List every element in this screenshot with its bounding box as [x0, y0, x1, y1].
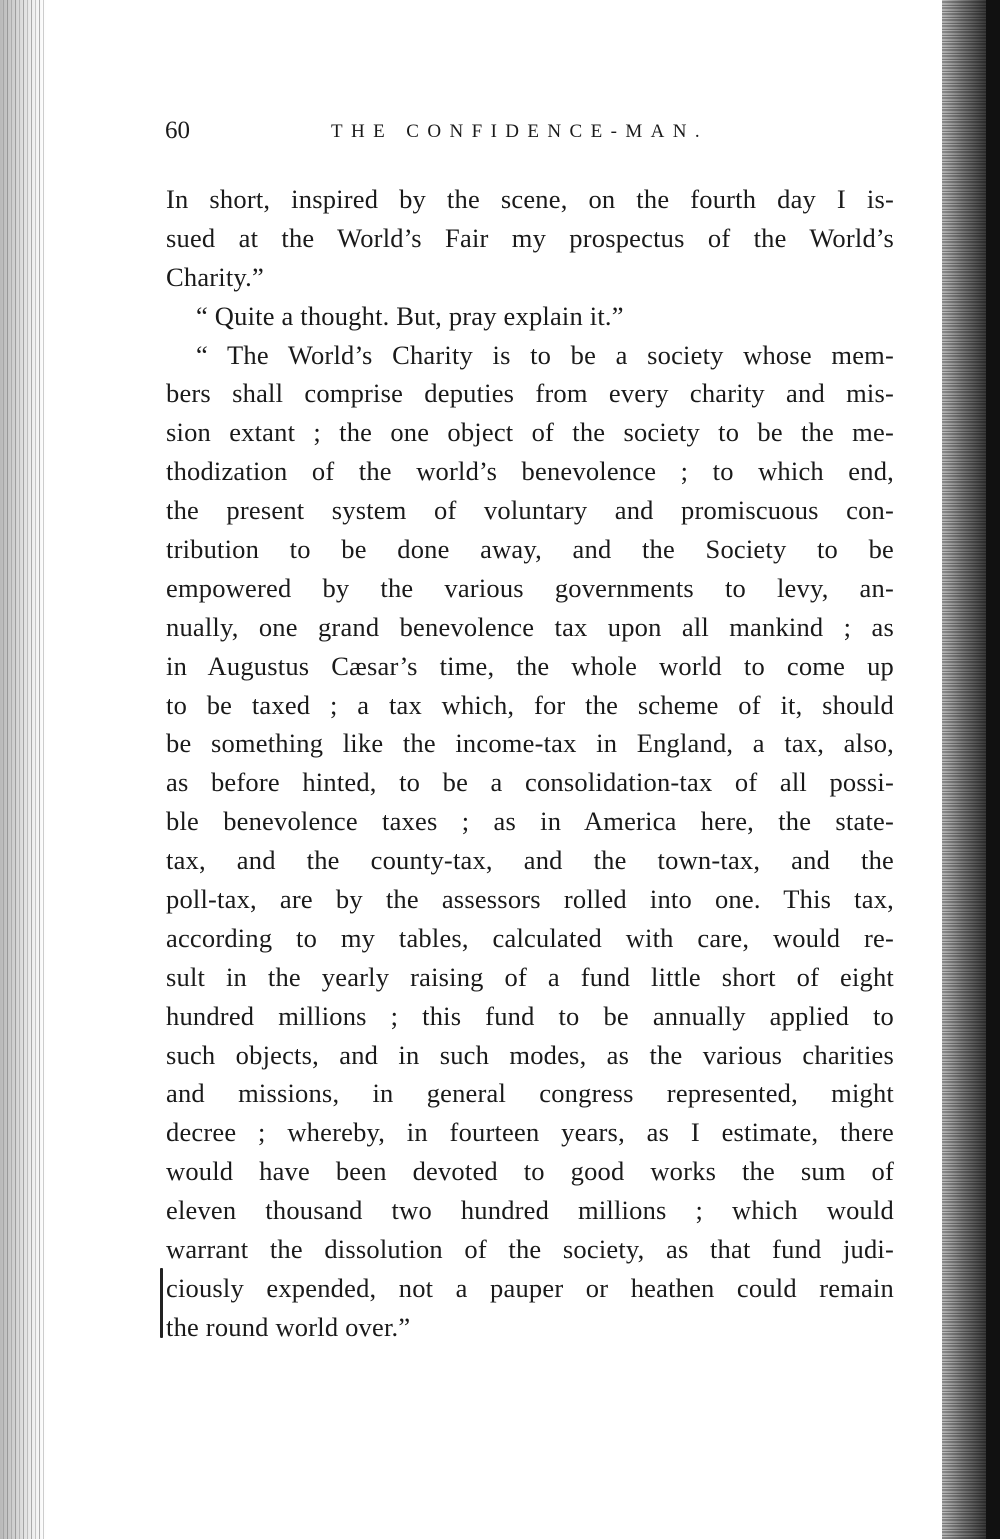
page-header — [165, 116, 895, 146]
text-line: ciously expended, not a pauper or heathen could remain — [166, 1272, 894, 1303]
page-edge-right-dark — [986, 0, 1000, 1539]
text-line: Charity.” — [166, 261, 264, 292]
text-line: eleven thousand two hundred millions ; which would — [166, 1195, 894, 1226]
text-line: as before hinted, to be a consolidation-tax of all possi- — [166, 767, 894, 798]
text-line: “ The World’s Charity is to be a society whose mem- — [196, 339, 894, 370]
text-line: would have been devoted to good works the sum of — [166, 1156, 894, 1187]
text-line: ble benevolence taxes ; as in America here, the state- — [166, 806, 894, 837]
text-line: to be taxed ; a tax which, for the scheme of it, should — [166, 689, 894, 720]
margin-pencil-mark — [160, 1268, 163, 1338]
text-line: in Augustus Cæsar’s time, the whole world to come up — [166, 650, 894, 681]
text-line: tribution to be done away, and the Society to be — [166, 534, 894, 565]
text-line: nually, one grand benevolence tax upon all mankind ; as — [166, 611, 894, 642]
text-line: according to my tables, calculated with care, would re- — [166, 922, 894, 953]
text-line: “ Quite a thought. But, pray explain it.” — [196, 300, 624, 331]
text-line: sion extant ; the one object of the society to be the me- — [166, 417, 894, 448]
text-line: bers shall comprise deputies from every charity and mis- — [166, 378, 894, 409]
page-gutter-left — [0, 0, 46, 1539]
text-line: tax, and the county-tax, and the town-tax, and the — [166, 845, 894, 876]
text-line: be something like the income-tax in England, a tax, also, — [166, 728, 894, 759]
text-line: such objects, and in such modes, as the various charities — [166, 1039, 894, 1070]
text-line: empowered by the various governments to levy, an- — [166, 572, 894, 603]
text-line: the present system of voluntary and promiscuous con- — [166, 495, 894, 526]
body-text — [166, 180, 894, 1347]
text-line: In short, inspired by the scene, on the fourth day I is- — [166, 184, 894, 214]
running-title: THE CONFIDENCE-MAN. — [331, 121, 709, 142]
text-line: poll-tax, are by the assessors rolled into one. This tax, — [166, 884, 894, 915]
text-line: the round world over.” — [166, 1311, 411, 1342]
text-line: and missions, in general congress represented, might — [166, 1078, 894, 1109]
text-line: thodization of the world’s benevolence ; to which end, — [166, 456, 894, 487]
page-number: 60 — [165, 117, 190, 144]
text-line: decree ; whereby, in fourteen years, as I estimate, there — [166, 1117, 894, 1148]
text-line: hundred millions ; this fund to be annually applied to — [166, 1000, 894, 1031]
text-line: warrant the dissolution of the society, as that fund judi- — [166, 1234, 894, 1265]
text-line: sult in the yearly raising of a fund little short of eight — [166, 961, 894, 992]
text-line: sued at the World’s Fair my prospectus of the World’s — [166, 222, 894, 253]
